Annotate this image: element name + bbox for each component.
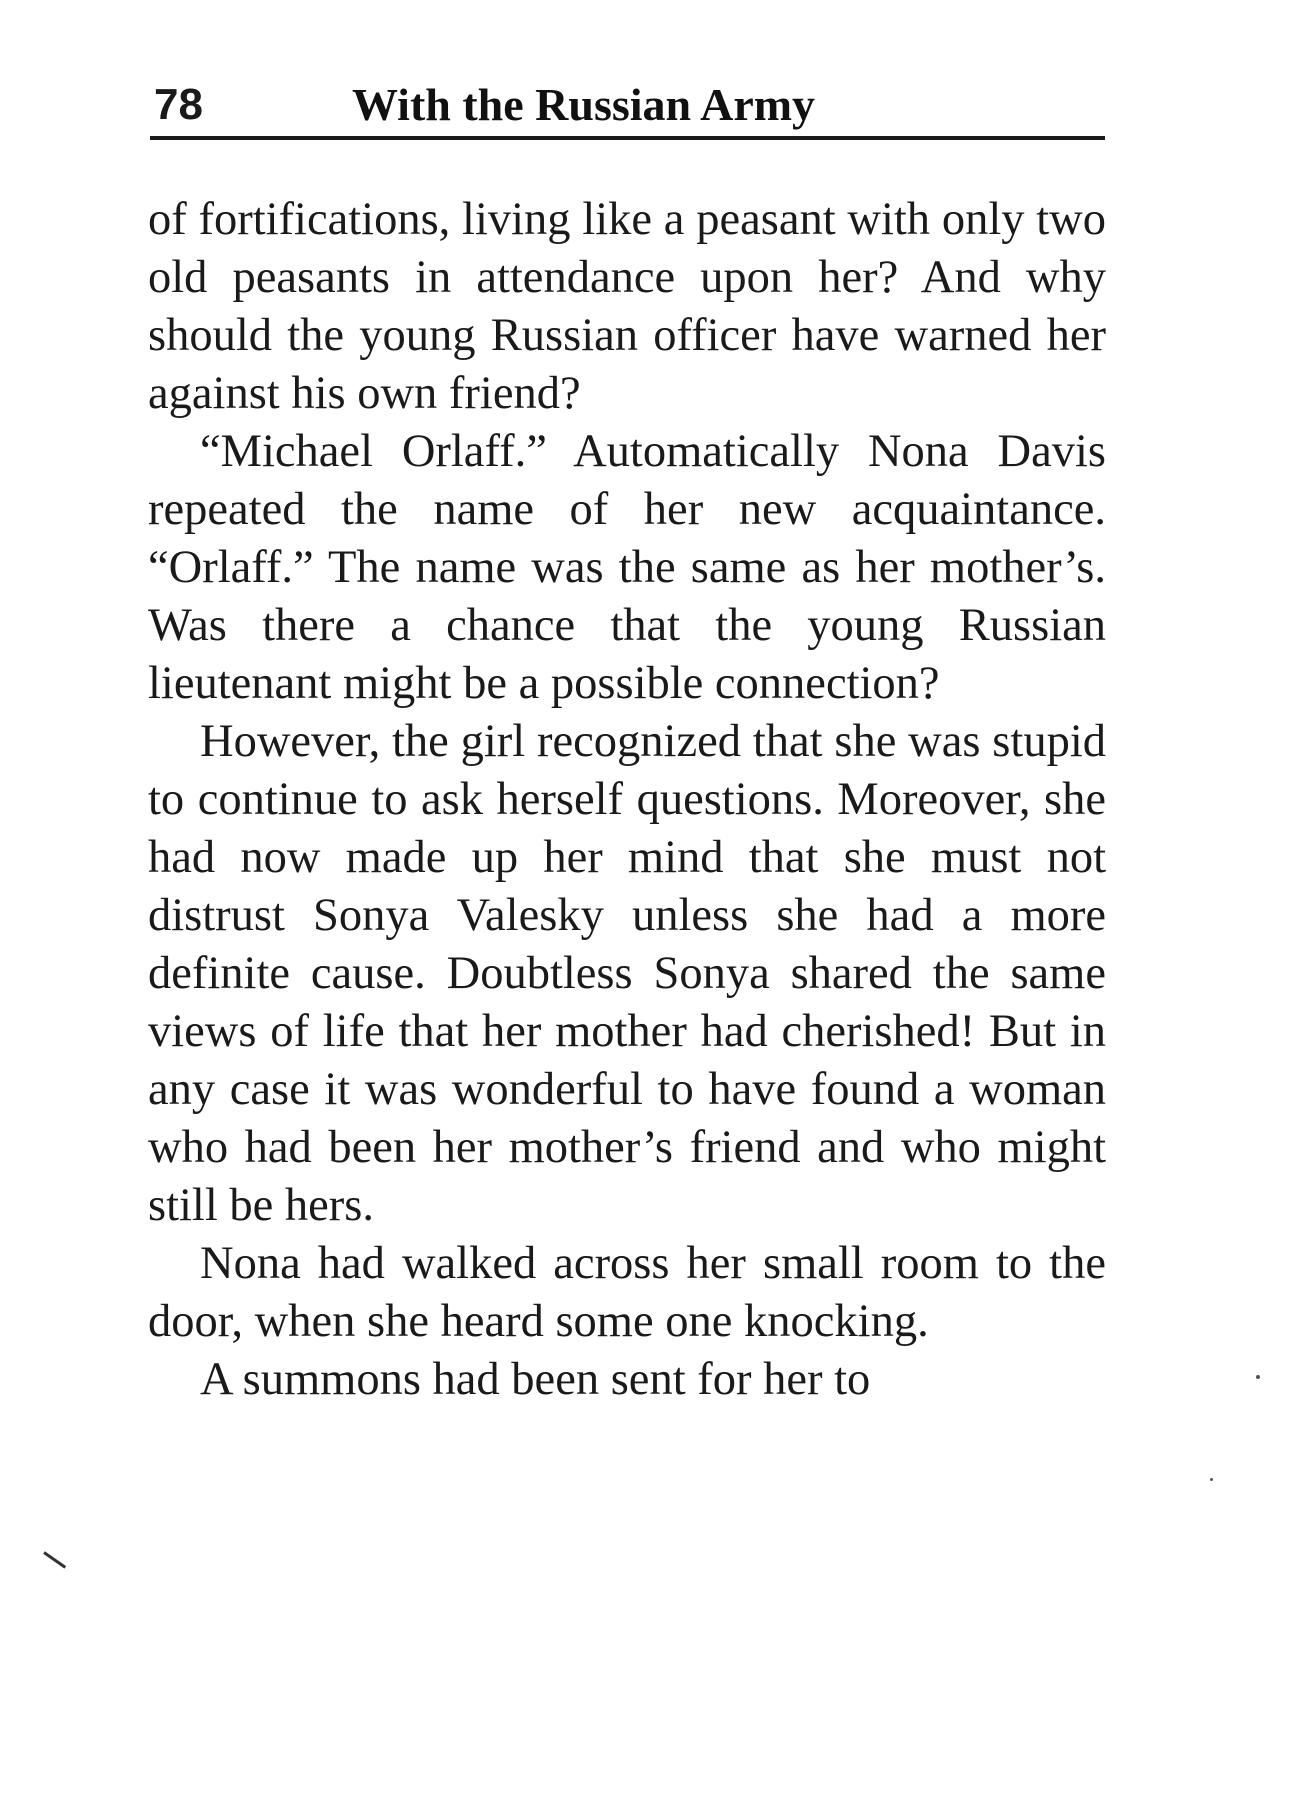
book-title: With the Russian Army xyxy=(352,79,816,130)
page-number: 78 xyxy=(154,80,203,129)
paragraph-nona-walked: Nona had walked across her small room to the door, when she heard some one knocking. xyxy=(148,1238,1106,1347)
paragraph-michael-orlaff: “Michael Orlaff.” Automatically Nona Davis repeated the name of her new acquaintance. “Orlaff.” The name was the same as her mother’s. Was there a chance that the young Russian lieutenant might be a possible connection? xyxy=(148,426,1106,709)
paragraph-summons: A summons had been sent for her to xyxy=(200,1354,871,1405)
running-head xyxy=(150,70,1105,140)
scan-speck xyxy=(1210,1478,1213,1481)
paragraph-continued: of fortifications, living like a peasant with only two old peasants in attendance upon her? And why should the young Russian officer have warned her against his own friend? xyxy=(148,194,1106,419)
body-text xyxy=(148,191,1106,1409)
paragraph-however: However, the girl recognized that she was stupid to continue to ask herself questions. Moreover, she had now made up her mind that she must not distrust Sonya Valesky unless she had a more definite cause. Doubtless Sonya shared the same views of life that her mother had cherished! But in any case it was wonderful to have found a woman who had been her mother’s friend and who might still be hers. xyxy=(148,716,1106,1231)
margin-mark xyxy=(43,1551,66,1568)
scan-speck xyxy=(1256,1375,1260,1379)
header-rule xyxy=(150,136,1105,140)
